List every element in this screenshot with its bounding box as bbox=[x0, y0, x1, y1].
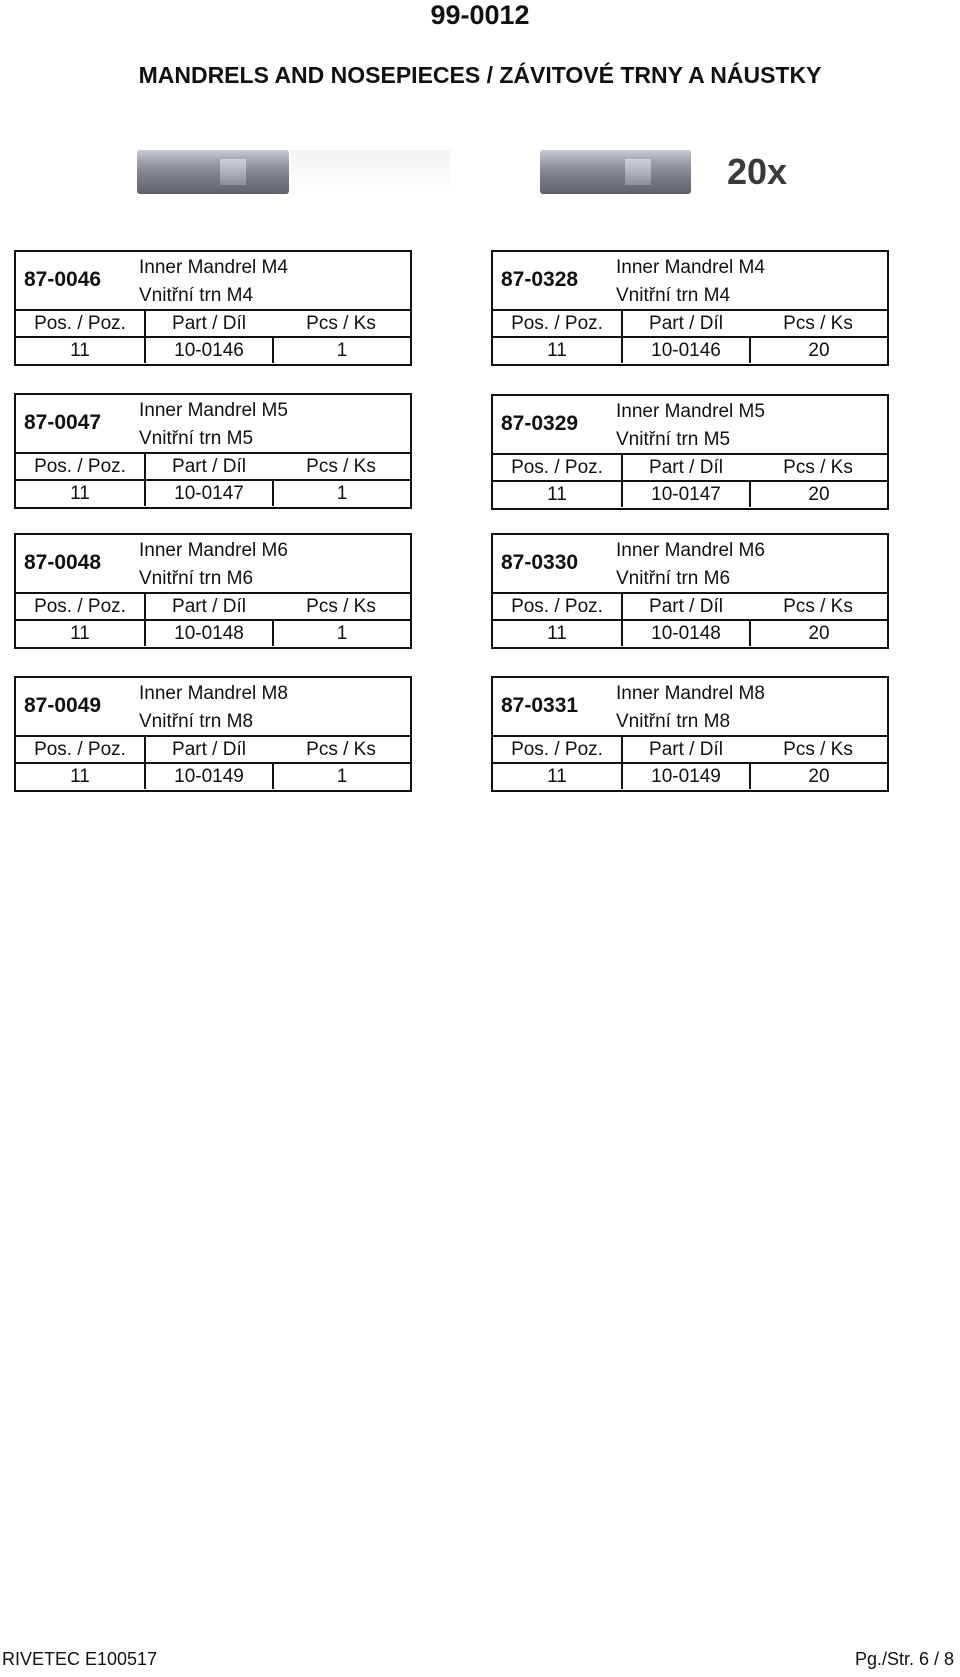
table-row bbox=[16, 336, 410, 363]
part-value: 10-0149 bbox=[144, 764, 272, 789]
pcs-value: 1 bbox=[272, 621, 410, 646]
column-header-row bbox=[16, 452, 410, 479]
col-part-header: Part / Díl bbox=[144, 594, 272, 619]
table-row bbox=[493, 619, 887, 646]
kit-code: 87-0330 bbox=[501, 551, 579, 574]
pin-notch bbox=[625, 159, 651, 185]
pos-value: 11 bbox=[547, 484, 567, 505]
description-cz: Vnitřní trn M8 bbox=[616, 711, 731, 732]
part-value: 10-0146 bbox=[144, 338, 272, 363]
part-card bbox=[14, 676, 412, 792]
card-header bbox=[493, 396, 887, 453]
col-pcs-header: Pcs / Ks bbox=[306, 596, 376, 617]
col-pos-header: Pos. / Poz. bbox=[511, 739, 603, 760]
description-cz: Vnitřní trn M6 bbox=[616, 568, 731, 589]
pcs-value: 1 bbox=[272, 338, 410, 363]
description-en: Inner Mandrel M4 bbox=[139, 257, 288, 278]
part-card bbox=[491, 676, 889, 792]
kit-code: 87-0329 bbox=[501, 412, 579, 435]
part-card bbox=[14, 250, 412, 366]
col-pcs-header: Pcs / Ks bbox=[783, 596, 853, 617]
card-header bbox=[16, 678, 410, 735]
col-part-header: Part / Díl bbox=[621, 594, 749, 619]
column-header-row bbox=[16, 735, 410, 762]
pcs-value: 20 bbox=[749, 482, 887, 507]
description-en: Inner Mandrel M8 bbox=[139, 683, 288, 704]
card-header bbox=[493, 252, 887, 309]
pcs-value: 20 bbox=[749, 764, 887, 789]
part-value: 10-0147 bbox=[621, 482, 749, 507]
description-en: Inner Mandrel M5 bbox=[616, 401, 765, 422]
card-header bbox=[493, 678, 887, 735]
col-pos-header: Pos. / Poz. bbox=[34, 456, 126, 477]
part-card bbox=[491, 533, 889, 649]
col-pcs-header: Pcs / Ks bbox=[306, 739, 376, 760]
description-en: Inner Mandrel M6 bbox=[139, 540, 288, 561]
description-cz: Vnitřní trn M4 bbox=[139, 285, 254, 306]
col-pos-header: Pos. / Poz. bbox=[511, 313, 603, 334]
description-en: Inner Mandrel M8 bbox=[616, 683, 765, 704]
kit-code: 87-0047 bbox=[24, 411, 102, 434]
pos-value: 11 bbox=[547, 340, 567, 361]
column-header-row bbox=[493, 592, 887, 619]
pcs-value: 20 bbox=[749, 621, 887, 646]
column-header-row bbox=[16, 309, 410, 336]
card-header bbox=[16, 535, 410, 592]
col-pos-header: Pos. / Poz. bbox=[34, 596, 126, 617]
mandrel-pin-image-pack bbox=[540, 150, 691, 194]
page-number: Pg./Str. 6 / 8 bbox=[854, 1649, 954, 1669]
description-cz: Vnitřní trn M5 bbox=[616, 429, 731, 450]
description-cz: Vnitřní trn M8 bbox=[139, 711, 254, 732]
col-pcs-header: Pcs / Ks bbox=[306, 456, 376, 477]
kit-code: 87-0328 bbox=[501, 268, 579, 291]
description-en: Inner Mandrel M6 bbox=[616, 540, 765, 561]
kit-code: 87-0331 bbox=[501, 694, 579, 717]
part-value: 10-0147 bbox=[144, 481, 272, 506]
part-value: 10-0146 bbox=[621, 338, 749, 363]
card-header bbox=[493, 535, 887, 592]
col-pos-header: Pos. / Poz. bbox=[34, 313, 126, 334]
col-part-header: Part / Díl bbox=[144, 311, 272, 336]
pos-value: 11 bbox=[547, 766, 567, 787]
table-row bbox=[493, 762, 887, 789]
pcs-value: 1 bbox=[272, 481, 410, 506]
column-header-row bbox=[493, 453, 887, 480]
part-card bbox=[14, 533, 412, 649]
column-header-row bbox=[493, 309, 887, 336]
description-en: Inner Mandrel M5 bbox=[139, 400, 288, 421]
pcs-value: 1 bbox=[272, 764, 410, 789]
col-part-header: Part / Díl bbox=[621, 737, 749, 762]
pcs-value: 20 bbox=[749, 338, 887, 363]
table-row bbox=[16, 619, 410, 646]
column-header-row bbox=[16, 592, 410, 619]
part-card bbox=[491, 394, 889, 510]
col-pcs-header: Pcs / Ks bbox=[306, 313, 376, 334]
table-row bbox=[493, 480, 887, 507]
card-header bbox=[16, 395, 410, 452]
col-pcs-header: Pcs / Ks bbox=[783, 313, 853, 334]
col-part-header: Part / Díl bbox=[144, 737, 272, 762]
col-pos-header: Pos. / Poz. bbox=[511, 596, 603, 617]
pin-shadow-left bbox=[290, 150, 450, 194]
col-pcs-header: Pcs / Ks bbox=[783, 739, 853, 760]
pos-value: 11 bbox=[547, 623, 567, 644]
kit-code: 87-0048 bbox=[24, 551, 102, 574]
table-row bbox=[493, 336, 887, 363]
pack-quantity-label: 20x bbox=[727, 151, 788, 192]
col-part-header: Part / Díl bbox=[144, 454, 272, 479]
col-pos-header: Pos. / Poz. bbox=[511, 457, 603, 478]
part-card bbox=[14, 393, 412, 509]
part-card bbox=[491, 250, 889, 366]
description-cz: Vnitřní trn M5 bbox=[139, 428, 254, 449]
pos-value: 11 bbox=[70, 340, 90, 361]
page-title: MANDRELS AND NOSEPIECES / ZÁVITOVÉ TRNY A NÁUSTKY bbox=[138, 62, 822, 88]
card-header bbox=[16, 252, 410, 309]
column-header-row bbox=[493, 735, 887, 762]
description-en: Inner Mandrel M4 bbox=[616, 257, 765, 278]
col-part-header: Part / Díl bbox=[621, 455, 749, 480]
pos-value: 11 bbox=[70, 766, 90, 787]
document-number: 99-0012 bbox=[430, 0, 530, 30]
part-value: 10-0148 bbox=[621, 621, 749, 646]
col-pos-header: Pos. / Poz. bbox=[34, 739, 126, 760]
table-row bbox=[16, 762, 410, 789]
table-row bbox=[16, 479, 410, 506]
part-value: 10-0148 bbox=[144, 621, 272, 646]
description-cz: Vnitřní trn M4 bbox=[616, 285, 731, 306]
kit-code: 87-0049 bbox=[24, 694, 102, 717]
part-value: 10-0149 bbox=[621, 764, 749, 789]
kit-code: 87-0046 bbox=[24, 268, 102, 291]
col-pcs-header: Pcs / Ks bbox=[783, 457, 853, 478]
pin-notch bbox=[220, 159, 246, 185]
mandrel-pin-image-single bbox=[137, 150, 289, 194]
document-reference: RIVETEC E100517 bbox=[2, 1649, 158, 1669]
pos-value: 11 bbox=[70, 483, 90, 504]
pos-value: 11 bbox=[70, 623, 90, 644]
description-cz: Vnitřní trn M6 bbox=[139, 568, 254, 589]
col-part-header: Part / Díl bbox=[621, 311, 749, 336]
